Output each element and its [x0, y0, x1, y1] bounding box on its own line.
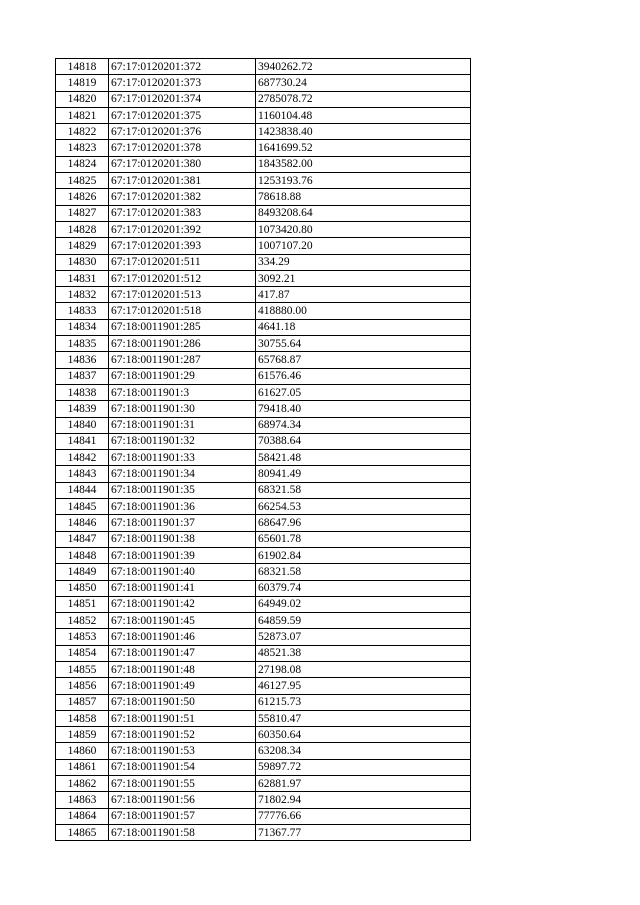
- cadastral-value-cell: 68647.96: [256, 515, 471, 531]
- table-row: [56, 205, 471, 221]
- row-number-cell: 14826: [56, 189, 109, 205]
- cadastral-number-cell: 67:17:0120201:512: [109, 270, 256, 286]
- cadastral-number-cell: 67:18:0011901:42: [109, 596, 256, 612]
- cadastral-number-cell: 67:17:0120201:380: [109, 156, 256, 172]
- cadastral-value-cell: 58421.48: [256, 450, 471, 466]
- table-row: [56, 596, 471, 612]
- cadastral-value-cell: 46127.95: [256, 678, 471, 694]
- table-row: [56, 759, 471, 775]
- table-row: [56, 531, 471, 547]
- cadastral-value-cell: 65768.87: [256, 352, 471, 368]
- cadastral-number-cell: 67:18:0011901:58: [109, 824, 256, 840]
- cadastral-number-cell: 67:18:0011901:287: [109, 352, 256, 368]
- cadastral-number-cell: 67:18:0011901:56: [109, 792, 256, 808]
- table-row: [56, 808, 471, 824]
- cadastral-value-cell: 59897.72: [256, 759, 471, 775]
- cadastral-value-cell: 55810.47: [256, 710, 471, 726]
- row-number-cell: 14821: [56, 107, 109, 123]
- cadastral-value-cell: 1253193.76: [256, 173, 471, 189]
- table-row: [56, 645, 471, 661]
- row-number-cell: 14832: [56, 287, 109, 303]
- table-row: [56, 238, 471, 254]
- cadastral-number-cell: 67:18:0011901:285: [109, 319, 256, 335]
- cadastral-number-cell: 67:18:0011901:38: [109, 531, 256, 547]
- row-number-cell: 14856: [56, 678, 109, 694]
- cadastral-value-cell: 3940262.72: [256, 59, 471, 75]
- cadastral-number-cell: 67:18:0011901:50: [109, 694, 256, 710]
- row-number-cell: 14864: [56, 808, 109, 824]
- cadastral-number-cell: 67:17:0120201:383: [109, 205, 256, 221]
- row-number-cell: 14824: [56, 156, 109, 172]
- table-row: [56, 254, 471, 270]
- cadastral-value-cell: 79418.40: [256, 401, 471, 417]
- cadastral-value-cell: 61627.05: [256, 384, 471, 400]
- cadastral-number-cell: 67:18:0011901:40: [109, 564, 256, 580]
- row-number-cell: 14848: [56, 547, 109, 563]
- row-number-cell: 14842: [56, 450, 109, 466]
- table-row: [56, 124, 471, 140]
- table-row: [56, 450, 471, 466]
- cadastral-value-cell: 418880.00: [256, 303, 471, 319]
- table-row: [56, 499, 471, 515]
- table-row: [56, 336, 471, 352]
- table-row: [56, 140, 471, 156]
- cadastral-number-cell: 67:18:0011901:29: [109, 368, 256, 384]
- cadastral-value-cell: 78618.88: [256, 189, 471, 205]
- table-row: [56, 352, 471, 368]
- cadastral-number-cell: 67:17:0120201:375: [109, 107, 256, 123]
- cadastral-number-cell: 67:18:0011901:55: [109, 776, 256, 792]
- cadastral-number-cell: 67:18:0011901:31: [109, 417, 256, 433]
- row-number-cell: 14853: [56, 629, 109, 645]
- row-number-cell: 14819: [56, 75, 109, 91]
- cadastral-number-cell: 67:18:0011901:57: [109, 808, 256, 824]
- row-number-cell: 14839: [56, 401, 109, 417]
- row-number-cell: 14865: [56, 824, 109, 840]
- table-row: [56, 173, 471, 189]
- cadastral-number-cell: 67:17:0120201:374: [109, 91, 256, 107]
- table-row: [56, 727, 471, 743]
- cadastral-number-cell: 67:18:0011901:41: [109, 580, 256, 596]
- cadastral-value-cell: 687730.24: [256, 75, 471, 91]
- cadastral-value-cell: 1160104.48: [256, 107, 471, 123]
- table-row: [56, 270, 471, 286]
- cadastral-number-cell: 67:17:0120201:513: [109, 287, 256, 303]
- table-row: [56, 776, 471, 792]
- cadastral-value-cell: 68321.58: [256, 564, 471, 580]
- row-number-cell: 14825: [56, 173, 109, 189]
- row-number-cell: 14860: [56, 743, 109, 759]
- row-number-cell: 14857: [56, 694, 109, 710]
- table-row: [56, 629, 471, 645]
- cadastral-value-cell: 61902.84: [256, 547, 471, 563]
- cadastral-value-cell: 64949.02: [256, 596, 471, 612]
- cadastral-number-cell: 67:17:0120201:511: [109, 254, 256, 270]
- table-row: [56, 710, 471, 726]
- row-number-cell: 14847: [56, 531, 109, 547]
- cadastral-value-cell: 1843582.00: [256, 156, 471, 172]
- cadastral-value-cell: 1007107.20: [256, 238, 471, 254]
- cadastral-number-cell: 67:17:0120201:381: [109, 173, 256, 189]
- cadastral-number-cell: 67:17:0120201:382: [109, 189, 256, 205]
- cadastral-value-cell: 71802.94: [256, 792, 471, 808]
- cadastral-value-cell: 70388.64: [256, 433, 471, 449]
- row-number-cell: 14823: [56, 140, 109, 156]
- cadastral-number-cell: 67:17:0120201:376: [109, 124, 256, 140]
- cadastral-number-cell: 67:17:0120201:372: [109, 59, 256, 75]
- table-row: [56, 303, 471, 319]
- cadastral-number-cell: 67:17:0120201:393: [109, 238, 256, 254]
- row-number-cell: 14851: [56, 596, 109, 612]
- row-number-cell: 14833: [56, 303, 109, 319]
- cadastral-number-cell: 67:18:0011901:49: [109, 678, 256, 694]
- cadastral-value-cell: 62881.97: [256, 776, 471, 792]
- row-number-cell: 14820: [56, 91, 109, 107]
- row-number-cell: 14830: [56, 254, 109, 270]
- table-row: [56, 189, 471, 205]
- cadastral-value-cell: 61576.46: [256, 368, 471, 384]
- table-row: [56, 221, 471, 237]
- table-body: [56, 59, 471, 841]
- row-number-cell: 14831: [56, 270, 109, 286]
- cadastral-value-cell: 27198.08: [256, 661, 471, 677]
- cadastral-value-cell: 1641699.52: [256, 140, 471, 156]
- cadastral-value-cell: 1073420.80: [256, 221, 471, 237]
- cadastral-number-cell: 67:18:0011901:286: [109, 336, 256, 352]
- row-number-cell: 14846: [56, 515, 109, 531]
- table-row: [56, 482, 471, 498]
- table-row: [56, 661, 471, 677]
- table-row: [56, 743, 471, 759]
- cadastral-number-cell: 67:18:0011901:45: [109, 613, 256, 629]
- cadastral-number-cell: 67:18:0011901:33: [109, 450, 256, 466]
- cadastral-number-cell: 67:18:0011901:37: [109, 515, 256, 531]
- cadastral-value-cell: 2785078.72: [256, 91, 471, 107]
- cadastral-value-cell: 66254.53: [256, 499, 471, 515]
- row-number-cell: 14827: [56, 205, 109, 221]
- cadastral-value-cell: 65601.78: [256, 531, 471, 547]
- table-row: [56, 466, 471, 482]
- row-number-cell: 14838: [56, 384, 109, 400]
- table-row: [56, 564, 471, 580]
- cadastral-number-cell: 67:18:0011901:32: [109, 433, 256, 449]
- table-row: [56, 792, 471, 808]
- table-row: [56, 384, 471, 400]
- row-number-cell: 14837: [56, 368, 109, 384]
- table-row: [56, 368, 471, 384]
- cadastral-value-cell: 417.87: [256, 287, 471, 303]
- table-row: [56, 401, 471, 417]
- table-row: [56, 515, 471, 531]
- table-row: [56, 547, 471, 563]
- row-number-cell: 14862: [56, 776, 109, 792]
- table-row: [56, 433, 471, 449]
- cadastral-value-cell: 64859.59: [256, 613, 471, 629]
- row-number-cell: 14849: [56, 564, 109, 580]
- row-number-cell: 14850: [56, 580, 109, 596]
- cadastral-value-cell: 63208.34: [256, 743, 471, 759]
- table-row: [56, 107, 471, 123]
- cadastral-number-cell: 67:18:0011901:3: [109, 384, 256, 400]
- cadastral-value-cell: 80941.49: [256, 466, 471, 482]
- row-number-cell: 14855: [56, 661, 109, 677]
- cadastral-value-cell: 71367.77: [256, 824, 471, 840]
- table-row: [56, 580, 471, 596]
- cadastral-number-cell: 67:18:0011901:47: [109, 645, 256, 661]
- cadastral-number-cell: 67:17:0120201:392: [109, 221, 256, 237]
- table-row: [56, 824, 471, 840]
- cadastral-value-cell: 68321.58: [256, 482, 471, 498]
- cadastral-value-cell: 77776.66: [256, 808, 471, 824]
- cadastral-number-cell: 67:18:0011901:48: [109, 661, 256, 677]
- cadastral-value-cell: 334.29: [256, 254, 471, 270]
- row-number-cell: 14836: [56, 352, 109, 368]
- row-number-cell: 14841: [56, 433, 109, 449]
- row-number-cell: 14844: [56, 482, 109, 498]
- row-number-cell: 14834: [56, 319, 109, 335]
- table-row: [56, 59, 471, 75]
- row-number-cell: 14822: [56, 124, 109, 140]
- cadastral-number-cell: 67:18:0011901:34: [109, 466, 256, 482]
- row-number-cell: 14829: [56, 238, 109, 254]
- table-row: [56, 319, 471, 335]
- table-row: [56, 417, 471, 433]
- table-row: [56, 694, 471, 710]
- row-number-cell: 14835: [56, 336, 109, 352]
- cadastral-number-cell: 67:17:0120201:518: [109, 303, 256, 319]
- table-row: [56, 613, 471, 629]
- cadastral-value-table: [55, 58, 471, 841]
- table-row: [56, 287, 471, 303]
- cadastral-number-cell: 67:18:0011901:51: [109, 710, 256, 726]
- cadastral-value-cell: 1423838.40: [256, 124, 471, 140]
- table-row: [56, 678, 471, 694]
- cadastral-number-cell: 67:18:0011901:35: [109, 482, 256, 498]
- cadastral-value-cell: 48521.38: [256, 645, 471, 661]
- row-number-cell: 14852: [56, 613, 109, 629]
- row-number-cell: 14828: [56, 221, 109, 237]
- row-number-cell: 14863: [56, 792, 109, 808]
- cadastral-number-cell: 67:18:0011901:30: [109, 401, 256, 417]
- cadastral-value-cell: 30755.64: [256, 336, 471, 352]
- cadastral-value-cell: 8493208.64: [256, 205, 471, 221]
- cadastral-number-cell: 67:18:0011901:39: [109, 547, 256, 563]
- cadastral-value-cell: 3092.21: [256, 270, 471, 286]
- cadastral-number-cell: 67:17:0120201:373: [109, 75, 256, 91]
- cadastral-value-cell: 60379.74: [256, 580, 471, 596]
- cadastral-number-cell: 67:18:0011901:36: [109, 499, 256, 515]
- table-row: [56, 156, 471, 172]
- cadastral-value-cell: 4641.18: [256, 319, 471, 335]
- row-number-cell: 14859: [56, 727, 109, 743]
- cadastral-value-cell: 68974.34: [256, 417, 471, 433]
- cadastral-number-cell: 67:18:0011901:54: [109, 759, 256, 775]
- cadastral-number-cell: 67:18:0011901:52: [109, 727, 256, 743]
- row-number-cell: 14845: [56, 499, 109, 515]
- cadastral-number-cell: 67:18:0011901:53: [109, 743, 256, 759]
- row-number-cell: 14854: [56, 645, 109, 661]
- row-number-cell: 14858: [56, 710, 109, 726]
- cadastral-value-cell: 60350.64: [256, 727, 471, 743]
- cadastral-number-cell: 67:18:0011901:46: [109, 629, 256, 645]
- cadastral-number-cell: 67:17:0120201:378: [109, 140, 256, 156]
- table-row: [56, 91, 471, 107]
- table-row: [56, 75, 471, 91]
- row-number-cell: 14818: [56, 59, 109, 75]
- row-number-cell: 14861: [56, 759, 109, 775]
- row-number-cell: 14843: [56, 466, 109, 482]
- cadastral-value-cell: 61215.73: [256, 694, 471, 710]
- cadastral-value-cell: 52873.07: [256, 629, 471, 645]
- row-number-cell: 14840: [56, 417, 109, 433]
